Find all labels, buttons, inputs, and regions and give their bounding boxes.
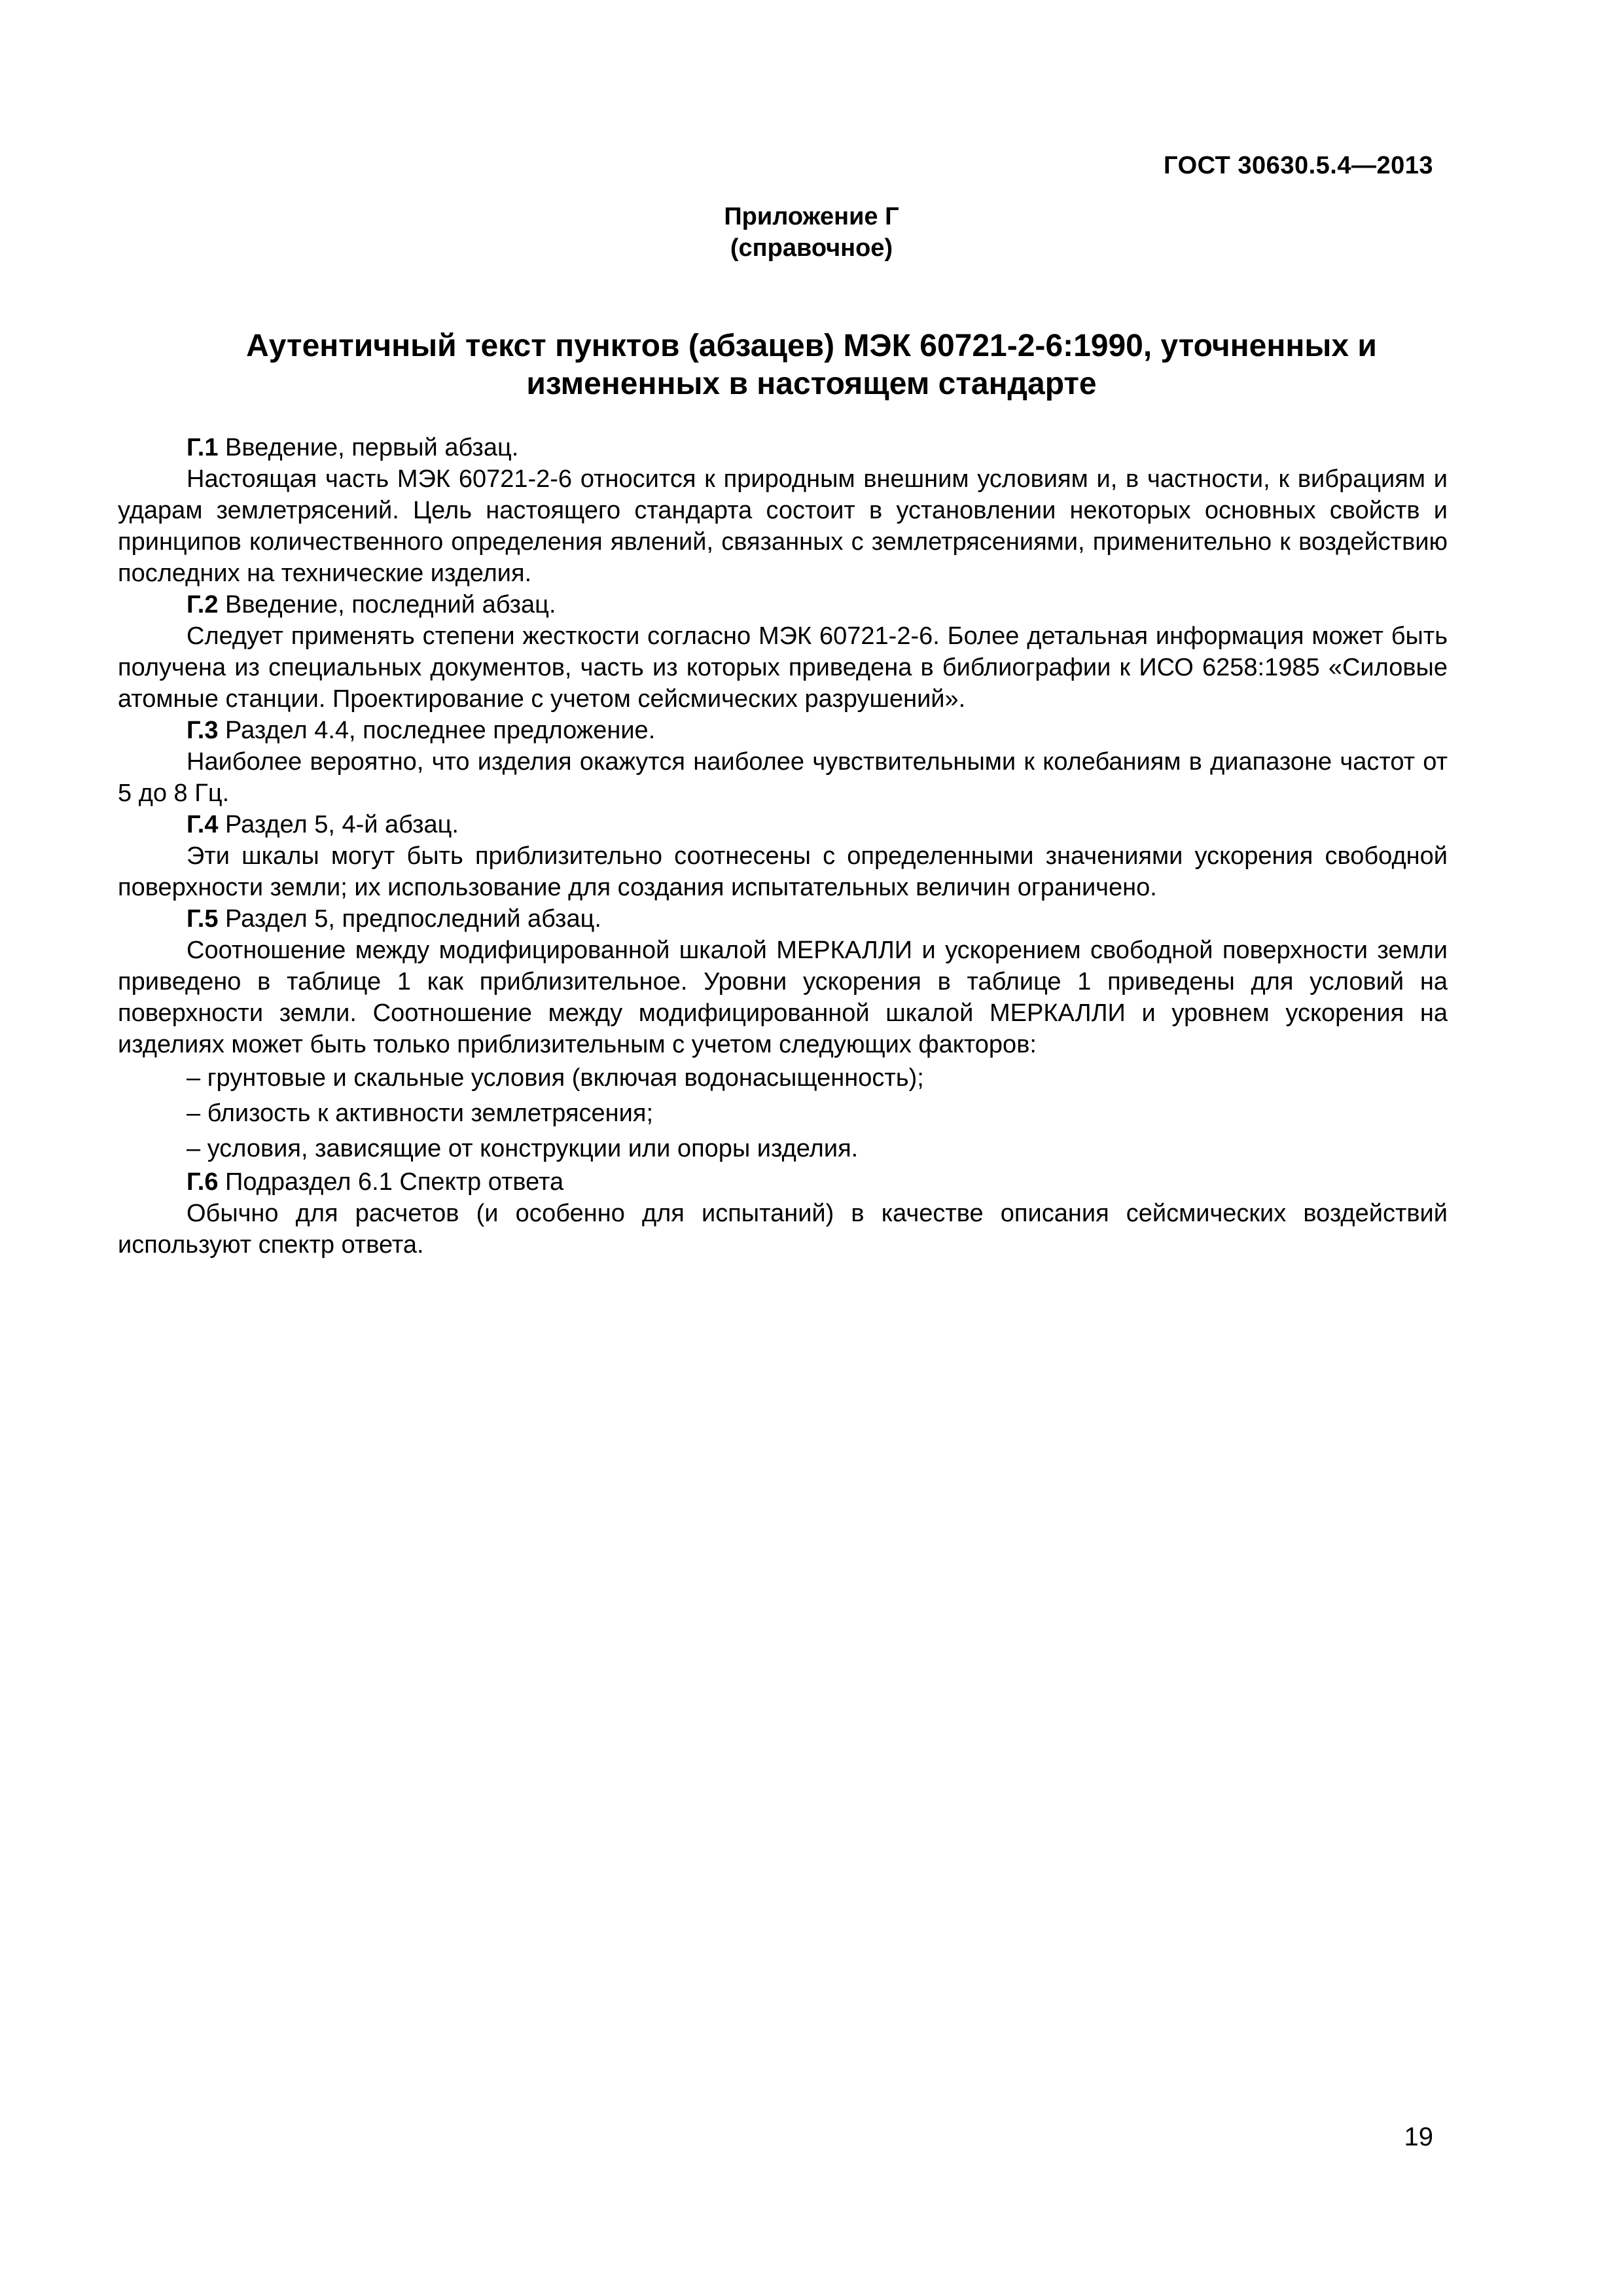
section-g3-heading <box>118 715 1448 746</box>
section-heading-text: Раздел 5, предпоследний абзац. <box>218 905 601 933</box>
section-g2-heading <box>118 589 1448 620</box>
appendix-label: Приложение Г <box>724 203 899 230</box>
section-heading-text: Введение, последний абзац. <box>218 591 556 619</box>
section-g1-text: Настоящая часть МЭК 60721-2-6 относится к природным внешним условиям и, в частности, к вибрациям и ударам землетрясений. Цель настоящего стандарта состоит в установлении некоторых основных свойств и принципов количественного определения явлений, связанных с землетрясениями, применительно к воздействию последних на технические изделия. <box>118 465 1448 587</box>
title-line-2: измененных в настоящем стандарте <box>526 367 1097 401</box>
section-g6-text: Обычно для расчетов (и особенно для испытаний) в качестве описания сейсмических воздействий используют спектр ответа. <box>118 1200 1448 1259</box>
section-g1-heading <box>118 432 1448 463</box>
section-g6-heading <box>118 1166 1448 1198</box>
page-number: 19 <box>1404 2123 1433 2151</box>
section-g2-text: Следует применять степени жесткости согласно МЭК 60721-2-6. Более детальная информация может быть получена из специальных документов, часть из которых приведена в библиографии к ИСО 6258:1985 «Силовые атомные станции. Проектирование с учетом сейсмических разрушений». <box>118 622 1448 713</box>
section-number: Г.3 <box>187 717 219 744</box>
section-heading-text: Раздел 4.4, последнее предложение. <box>218 717 656 744</box>
section-heading-text: Подраздел 6.1 Спектр ответа <box>218 1168 564 1196</box>
section-g3-text: Наиболее вероятно, что изделия окажутся наиболее чувствительными к колебаниям в диапазоне частот от 5 до 8 Гц. <box>118 748 1448 807</box>
section-number: Г.2 <box>187 591 219 619</box>
page-title <box>157 327 1466 403</box>
factor-list-item: – грунтовые и скальные условия (включая водонасыщенность); <box>187 1064 924 1092</box>
title-line-1: Аутентичный текст пунктов (абзацев) МЭК 60721-2-6:1990, уточненных и <box>246 329 1377 363</box>
factor-list-item: – близость к активности землетрясения; <box>187 1100 654 1127</box>
document-code: ГОСТ 30630.5.4—2013 <box>1164 152 1433 179</box>
section-g4-text: Эти шкалы могут быть приблизительно соотнесены с определенными значениями ускорения свободной поверхности земли; их использование для создания испытательных величин ограничено. <box>118 842 1448 901</box>
factor-list-item: – условия, зависящие от конструкции или опоры изделия. <box>187 1135 859 1162</box>
appendix-type: (справочное) <box>730 234 893 262</box>
section-heading-text: Введение, первый абзац. <box>218 434 519 461</box>
section-number: Г.6 <box>187 1168 219 1196</box>
section-g4-heading <box>118 809 1448 840</box>
section-heading-text: Раздел 5, 4-й абзац. <box>218 811 459 838</box>
section-g5-heading <box>118 903 1448 935</box>
section-number: Г.1 <box>187 434 219 461</box>
section-number: Г.5 <box>187 905 219 933</box>
document-body <box>118 432 1448 1261</box>
section-g5-text: Соотношение между модифицированной шкалой МЕРКАЛЛИ и ускорением свободной поверхности земли приведено в таблице 1 как приблизительное. Уровни ускорения в таблице 1 приведены для условий на поверхности земли. Соотношение между модифицированной шкалой МЕРКАЛЛИ и уровнем ускорения на изделиях может быть только приблизительным с учетом следующих факторов: <box>118 937 1448 1058</box>
section-number: Г.4 <box>187 811 219 838</box>
